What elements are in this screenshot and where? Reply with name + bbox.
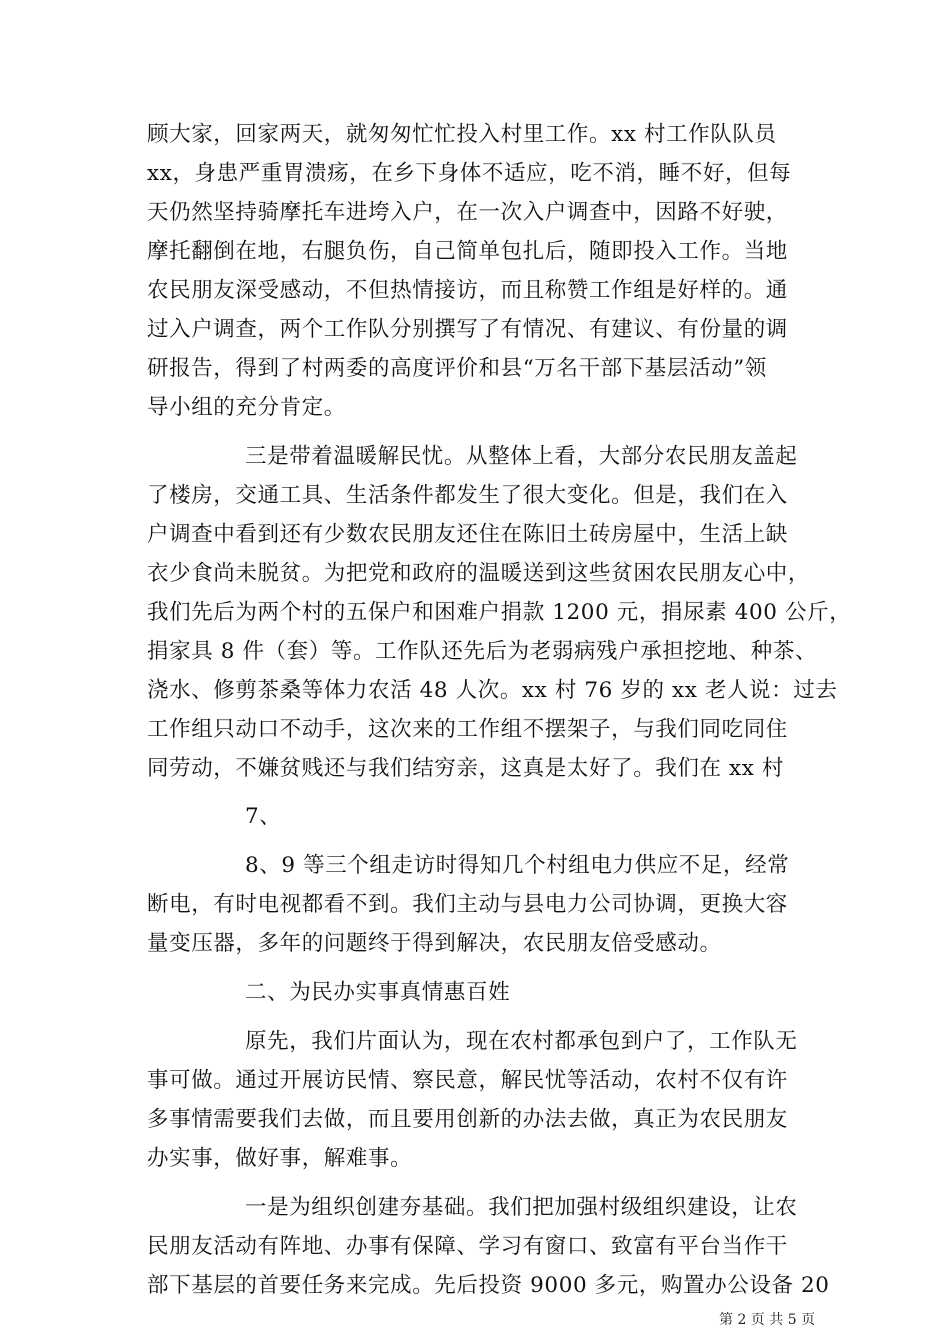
page-number-footer: 第 2 页 共 5 页 [719, 1312, 816, 1328]
body-text-line: 办实事，做好事，解难事。 [147, 1146, 413, 1171]
body-text-line: 部下基层的首要任务来完成。先后投资 9000 多元，购置办公设备 20 [147, 1273, 830, 1298]
body-text-line: 多事情需要我们去做，而且要用创新的办法去做，真正为农民朋友 [147, 1107, 788, 1132]
body-text-line: 断电，有时电视都看不到。我们主动与县电力公司协调，更换大容 [147, 892, 788, 917]
body-text-line: 摩托翻倒在地，右腿负伤，自己简单包扎后，随即投入工作。当地 [147, 239, 788, 264]
body-text-line: 农民朋友深受感动，不但热情接访，而且称赞工作组是好样的。通 [147, 278, 788, 303]
paragraph-start-line: 8、9 等三个组走访时得知几个村组电力供应不足，经常 [245, 853, 790, 878]
body-text-line: 捐家具 8 件（套）等。工作队还先后为老弱病残户承担挖地、种茶、 [147, 639, 818, 664]
paragraph-start-line: 原先，我们片面认为，现在农村都承包到户了，工作队无 [245, 1029, 798, 1054]
body-text-line: 户调查中看到还有少数农民朋友还住在陈旧土砖房屋中，生活上缺 [147, 522, 788, 547]
body-text-line: 衣少食尚未脱贫。为把党和政府的温暖送到这些贫困农民朋友心中， [147, 561, 811, 586]
body-text-line: 研报告，得到了村两委的高度评价和县“万名干部下基层活动”领 [147, 356, 767, 381]
body-text-line: 浇水、修剪茶桑等体力农活 48 人次。xx 村 76 岁的 xx 老人说：过去 [147, 678, 838, 703]
paragraph-start-line: 一是为组织创建夯基础。我们把加强村级组织建设，让农 [245, 1195, 798, 1220]
body-text-line: 工作组只动口不动手，这次来的工作组不摆架子，与我们同吃同住 [147, 717, 788, 742]
paragraph-start-line: 三是带着温暖解民忧。从整体上看，大部分农民朋友盖起 [245, 444, 798, 469]
body-text-line: 导小组的充分肯定。 [147, 395, 346, 420]
body-text-line: 事可做。通过开展访民情、察民意，解民忧等活动，农村不仅有许 [147, 1068, 788, 1093]
body-text-line: 过入户调查，两个工作队分别撰写了有情况、有建议、有份量的调 [147, 317, 788, 342]
body-text-line: 了楼房，交通工具、生活条件都发生了很大变化。但是，我们在入 [147, 483, 788, 508]
body-text-line: 同劳动，不嫌贫贱还与我们结穷亲，这真是太好了。我们在 xx 村 [147, 756, 785, 781]
body-text-line: 顾大家，回家两天，就匆匆忙忙投入村里工作。xx 村工作队队员 [147, 122, 777, 147]
body-text-line: 天仍然坚持骑摩托车进垮入户，在一次入户调查中，因路不好驶， [147, 200, 788, 225]
body-text-line: 我们先后为两个村的五保户和困难户捐款 1200 元，捐尿素 400 公斤， [147, 600, 852, 625]
section-heading: 二、为民办实事真情惠百姓 [245, 980, 511, 1005]
body-text-line: 民朋友活动有阵地、办事有保障、学习有窗口、致富有平台当作干 [147, 1234, 788, 1259]
body-text-line: xx，身患严重胃溃疡，在乡下身体不适应，吃不消，睡不好，但每 [147, 161, 792, 186]
body-text-line: 量变压器，多年的问题终于得到解决，农民朋友倍受感动。 [147, 931, 722, 956]
paragraph-start-line: 7、 [245, 804, 282, 829]
